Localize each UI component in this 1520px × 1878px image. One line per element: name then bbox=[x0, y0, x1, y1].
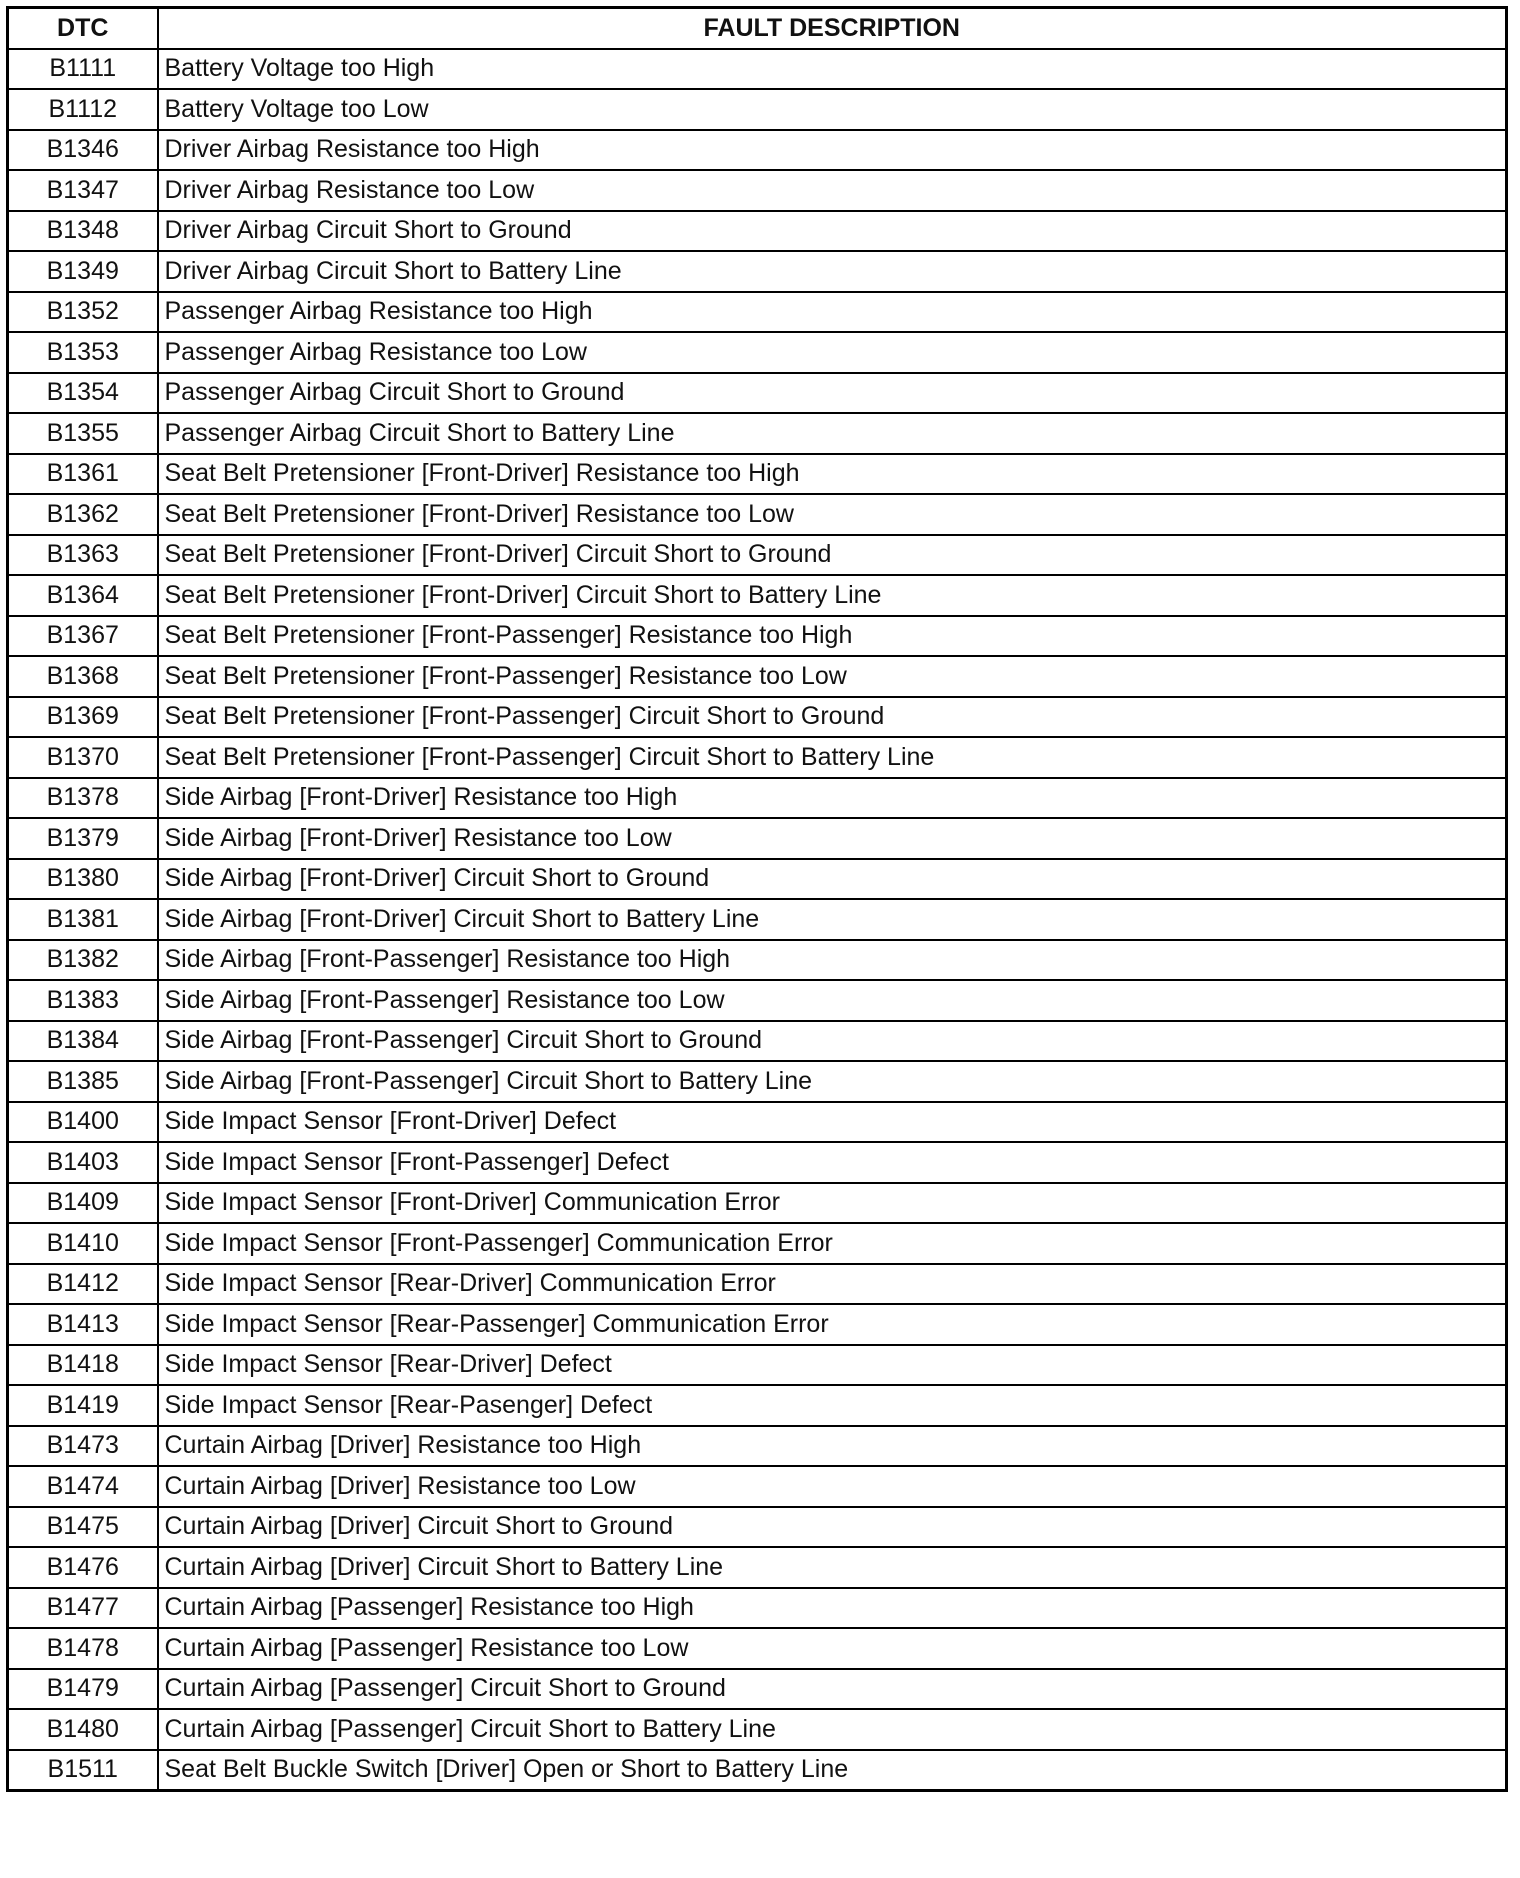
table-row bbox=[8, 1183, 1507, 1224]
fault-description-cell: Side Airbag [Front-Passenger] Resistance too High bbox=[158, 940, 1507, 981]
table-row bbox=[8, 130, 1507, 171]
table-row bbox=[8, 1142, 1507, 1183]
dtc-code-cell: B1347 bbox=[8, 170, 158, 211]
fault-description-cell: Seat Belt Pretensioner [Front-Passenger] Resistance too Low bbox=[158, 656, 1507, 697]
dtc-code-cell: B1413 bbox=[8, 1304, 158, 1345]
dtc-code-cell: B1478 bbox=[8, 1628, 158, 1669]
header-row bbox=[8, 8, 1507, 49]
table-row bbox=[8, 332, 1507, 373]
dtc-code-cell: B1473 bbox=[8, 1426, 158, 1467]
dtc-code-cell: B1477 bbox=[8, 1588, 158, 1629]
table-row bbox=[8, 1304, 1507, 1345]
fault-description-cell: Battery Voltage too Low bbox=[158, 89, 1507, 130]
table-row bbox=[8, 1628, 1507, 1669]
dtc-code-cell: B1380 bbox=[8, 859, 158, 900]
dtc-code-cell: B1349 bbox=[8, 251, 158, 292]
fault-description-cell: Curtain Airbag [Driver] Circuit Short to Battery Line bbox=[158, 1547, 1507, 1588]
table-row bbox=[8, 1466, 1507, 1507]
fault-description-cell: Curtain Airbag [Passenger] Circuit Short to Ground bbox=[158, 1669, 1507, 1710]
fault-description-cell: Side Airbag [Front-Driver] Circuit Short to Ground bbox=[158, 859, 1507, 900]
fault-description-cell: Driver Airbag Circuit Short to Ground bbox=[158, 211, 1507, 252]
fault-description-cell: Seat Belt Pretensioner [Front-Passenger] Circuit Short to Battery Line bbox=[158, 737, 1507, 778]
table-row bbox=[8, 1061, 1507, 1102]
fault-description-cell: Curtain Airbag [Passenger] Resistance too Low bbox=[158, 1628, 1507, 1669]
fault-description-cell: Side Impact Sensor [Rear-Passenger] Communication Error bbox=[158, 1304, 1507, 1345]
dtc-code-cell: B1353 bbox=[8, 332, 158, 373]
dtc-code-cell: B1409 bbox=[8, 1183, 158, 1224]
table-row bbox=[8, 1669, 1507, 1710]
dtc-code-cell: B1475 bbox=[8, 1507, 158, 1548]
fault-description-cell: Side Impact Sensor [Front-Passenger] Defect bbox=[158, 1142, 1507, 1183]
fault-description-cell: Side Impact Sensor [Front-Driver] Defect bbox=[158, 1102, 1507, 1143]
dtc-code-cell: B1381 bbox=[8, 899, 158, 940]
table-row bbox=[8, 1102, 1507, 1143]
fault-description-cell: Side Airbag [Front-Passenger] Circuit Short to Ground bbox=[158, 1021, 1507, 1062]
table-row bbox=[8, 211, 1507, 252]
fault-description-cell: Side Impact Sensor [Front-Driver] Communication Error bbox=[158, 1183, 1507, 1224]
fault-description-cell: Seat Belt Pretensioner [Front-Driver] Resistance too High bbox=[158, 454, 1507, 495]
dtc-code-cell: B1355 bbox=[8, 413, 158, 454]
table-row bbox=[8, 616, 1507, 657]
fault-description-cell: Seat Belt Pretensioner [Front-Driver] Resistance too Low bbox=[158, 494, 1507, 535]
fault-description-cell: Seat Belt Pretensioner [Front-Driver] Circuit Short to Battery Line bbox=[158, 575, 1507, 616]
table-row bbox=[8, 575, 1507, 616]
dtc-code-cell: B1419 bbox=[8, 1385, 158, 1426]
dtc-code-cell: B1362 bbox=[8, 494, 158, 535]
table-row bbox=[8, 1507, 1507, 1548]
dtc-code-cell: B1418 bbox=[8, 1345, 158, 1386]
dtc-code-cell: B1352 bbox=[8, 292, 158, 333]
dtc-code-cell: B1378 bbox=[8, 778, 158, 819]
dtc-code-cell: B1480 bbox=[8, 1709, 158, 1750]
table-row bbox=[8, 737, 1507, 778]
table-row bbox=[8, 859, 1507, 900]
table-row bbox=[8, 1588, 1507, 1629]
dtc-code-cell: B1346 bbox=[8, 130, 158, 171]
table-row bbox=[8, 373, 1507, 414]
table-row bbox=[8, 454, 1507, 495]
dtc-code-cell: B1354 bbox=[8, 373, 158, 414]
table-row bbox=[8, 1345, 1507, 1386]
dtc-code-cell: B1412 bbox=[8, 1264, 158, 1305]
fault-description-cell: Battery Voltage too High bbox=[158, 49, 1507, 90]
table-row bbox=[8, 778, 1507, 819]
table-row bbox=[8, 170, 1507, 211]
table-row bbox=[8, 1750, 1507, 1791]
dtc-code-cell: B1370 bbox=[8, 737, 158, 778]
dtc-code-cell: B1348 bbox=[8, 211, 158, 252]
dtc-code-cell: B1367 bbox=[8, 616, 158, 657]
table-row bbox=[8, 89, 1507, 130]
dtc-code-cell: B1364 bbox=[8, 575, 158, 616]
fault-description-cell: Side Impact Sensor [Rear-Driver] Communication Error bbox=[158, 1264, 1507, 1305]
table-row bbox=[8, 494, 1507, 535]
dtc-code-cell: B1511 bbox=[8, 1750, 158, 1791]
table-body bbox=[8, 49, 1507, 1791]
header-dtc: DTC bbox=[8, 8, 158, 49]
dtc-code-cell: B1379 bbox=[8, 818, 158, 859]
table-row bbox=[8, 697, 1507, 738]
fault-description-cell: Driver Airbag Resistance too High bbox=[158, 130, 1507, 171]
fault-description-cell: Side Airbag [Front-Passenger] Circuit Short to Battery Line bbox=[158, 1061, 1507, 1102]
fault-description-cell: Curtain Airbag [Driver] Resistance too Low bbox=[158, 1466, 1507, 1507]
table-row bbox=[8, 818, 1507, 859]
fault-description-cell: Seat Belt Pretensioner [Front-Passenger] Resistance too High bbox=[158, 616, 1507, 657]
fault-description-cell: Passenger Airbag Circuit Short to Battery Line bbox=[158, 413, 1507, 454]
fault-description-cell: Seat Belt Buckle Switch [Driver] Open or Short to Battery Line bbox=[158, 1750, 1507, 1791]
fault-description-cell: Driver Airbag Resistance too Low bbox=[158, 170, 1507, 211]
table-row bbox=[8, 413, 1507, 454]
table-row bbox=[8, 1426, 1507, 1467]
fault-description-cell: Curtain Airbag [Passenger] Circuit Short to Battery Line bbox=[158, 1709, 1507, 1750]
fault-description-cell: Side Impact Sensor [Rear-Driver] Defect bbox=[158, 1345, 1507, 1386]
table-row bbox=[8, 1709, 1507, 1750]
fault-description-cell: Driver Airbag Circuit Short to Battery Line bbox=[158, 251, 1507, 292]
dtc-code-cell: B1403 bbox=[8, 1142, 158, 1183]
fault-description-cell: Curtain Airbag [Driver] Resistance too High bbox=[158, 1426, 1507, 1467]
header-fault-description: FAULT DESCRIPTION bbox=[158, 8, 1507, 49]
dtc-code-cell: B1361 bbox=[8, 454, 158, 495]
dtc-code-cell: B1368 bbox=[8, 656, 158, 697]
fault-description-cell: Side Impact Sensor [Front-Passenger] Communication Error bbox=[158, 1223, 1507, 1264]
fault-description-cell: Curtain Airbag [Passenger] Resistance too High bbox=[158, 1588, 1507, 1629]
fault-description-cell: Side Airbag [Front-Passenger] Resistance too Low bbox=[158, 980, 1507, 1021]
table-row bbox=[8, 940, 1507, 981]
table-row bbox=[8, 251, 1507, 292]
table-row bbox=[8, 535, 1507, 576]
table-row bbox=[8, 49, 1507, 90]
table-row bbox=[8, 1264, 1507, 1305]
fault-description-cell: Side Airbag [Front-Driver] Circuit Short to Battery Line bbox=[158, 899, 1507, 940]
dtc-code-cell: B1112 bbox=[8, 89, 158, 130]
fault-description-cell: Side Impact Sensor [Rear-Pasenger] Defect bbox=[158, 1385, 1507, 1426]
dtc-code-cell: B1385 bbox=[8, 1061, 158, 1102]
table-row bbox=[8, 656, 1507, 697]
dtc-code-cell: B1383 bbox=[8, 980, 158, 1021]
dtc-code-cell: B1479 bbox=[8, 1669, 158, 1710]
dtc-code-cell: B1476 bbox=[8, 1547, 158, 1588]
dtc-code-cell: B1410 bbox=[8, 1223, 158, 1264]
table-row bbox=[8, 1547, 1507, 1588]
table-header bbox=[8, 8, 1507, 49]
fault-description-cell: Side Airbag [Front-Driver] Resistance too High bbox=[158, 778, 1507, 819]
table-row bbox=[8, 899, 1507, 940]
table-row bbox=[8, 1385, 1507, 1426]
table-row bbox=[8, 1021, 1507, 1062]
fault-description-cell: Passenger Airbag Resistance too High bbox=[158, 292, 1507, 333]
fault-description-cell: Side Airbag [Front-Driver] Resistance too Low bbox=[158, 818, 1507, 859]
fault-description-cell: Passenger Airbag Circuit Short to Ground bbox=[158, 373, 1507, 414]
fault-description-cell: Seat Belt Pretensioner [Front-Driver] Circuit Short to Ground bbox=[158, 535, 1507, 576]
dtc-code-cell: B1400 bbox=[8, 1102, 158, 1143]
dtc-code-cell: B1384 bbox=[8, 1021, 158, 1062]
dtc-code-cell: B1382 bbox=[8, 940, 158, 981]
dtc-code-cell: B1363 bbox=[8, 535, 158, 576]
fault-description-cell: Curtain Airbag [Driver] Circuit Short to Ground bbox=[158, 1507, 1507, 1548]
dtc-code-cell: B1369 bbox=[8, 697, 158, 738]
dtc-code-cell: B1474 bbox=[8, 1466, 158, 1507]
table-row bbox=[8, 1223, 1507, 1264]
fault-description-cell: Passenger Airbag Resistance too Low bbox=[158, 332, 1507, 373]
table-row bbox=[8, 980, 1507, 1021]
dtc-code-cell: B1111 bbox=[8, 49, 158, 90]
fault-description-cell: Seat Belt Pretensioner [Front-Passenger] Circuit Short to Ground bbox=[158, 697, 1507, 738]
dtc-table bbox=[6, 6, 1508, 1792]
table-row bbox=[8, 292, 1507, 333]
